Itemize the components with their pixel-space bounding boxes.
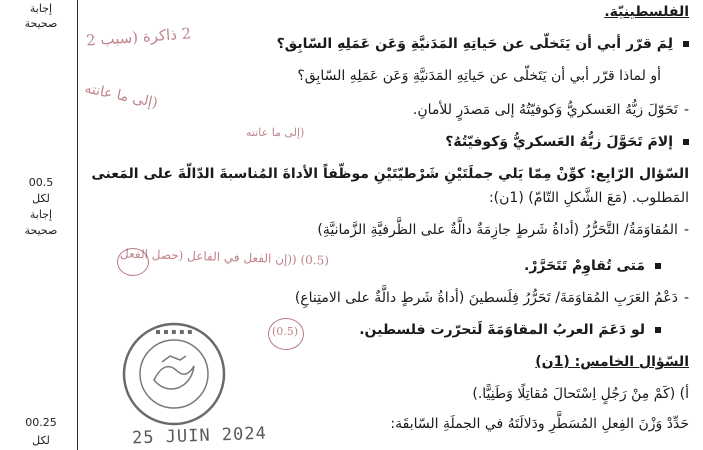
bullet-text: مَتى تُقاوِمْ تَتَحَرَّرْ.: [524, 258, 645, 274]
text-line: حَدِّدْ وَزْنَ الفِعلِ المُسَطَّرِ ودَلالَتَهُ في الجملَةِ السّابقَة:: [390, 416, 689, 432]
dash-text: تَحَوّلَ زيُّهُ العَسكريُّ وَكوفيّتُهُ إلى مَصدَرٍ للأمانِ.: [412, 102, 678, 118]
bullet-text: لِمَ قرّر أبي أن يَتَخلّى عن حَياتِهِ المَدَنيَّةِ وَعَن عَمَلِهِ السّابِق؟: [276, 36, 673, 52]
dash-item: [295, 290, 689, 306]
text-line: المَطلوب. (مَعَ الشَّكلِ التّامّ) (1ن):: [488, 190, 689, 206]
margin-note-correct: صحيحة: [24, 17, 58, 30]
margin-note-score: 00.25: [25, 416, 57, 429]
bullet-text: إلامَ تَحَوَّلَ زيُّهُ العَسكريُّ وَكوفيّتُهُ؟: [445, 134, 673, 150]
handwritten-note: (إلى ما عانته: [246, 126, 305, 139]
text-line: الفلسطينيّة.: [604, 4, 689, 20]
bullet-item: [445, 134, 689, 150]
bullet-icon: [683, 41, 689, 47]
handwritten-note: (0.5) ((إن الفعل في الفاعل (حصل الفعل: [119, 246, 330, 268]
text-line: أو لماذا قرّر أبي أن يَتَخلّى عن حَياتِهِ المَدَنيَّةِ وَعَن عَمَلِهِ السّابِق؟: [297, 68, 661, 84]
svg-text:▪ ▪ ▪ ▪ ▪: ▪ ▪ ▪ ▪ ▪: [155, 327, 193, 336]
bullet-icon: [655, 327, 661, 333]
margin-divider: [77, 0, 78, 450]
question-text: السّؤال الرّابِع: كوِّنْ مِمّا يَلي جملَتَيْنِ شَرْطيّتَيْنِ موظّفاً الأداةَ المُناسبةَ الدّالّةَ على المَعنى: [91, 166, 689, 182]
question-title: السّؤال الخامس: (1ن): [535, 354, 689, 370]
grade-circle: [117, 248, 149, 276]
dash-icon: -: [683, 290, 689, 306]
margin-note-per: لكل: [32, 192, 50, 205]
bullet-icon: [655, 263, 661, 269]
margin-note-per: لكل: [32, 434, 50, 447]
margin-note-answer: إجابة: [29, 208, 53, 221]
dash-item: [317, 222, 689, 238]
handwritten-note: (إلى ما عانته: [83, 80, 160, 112]
date-stamp: 25 JUIN 2024: [131, 423, 268, 449]
margin-note-correct: صحيحة: [24, 224, 58, 237]
dash-item: [413, 102, 689, 118]
handwritten-note: 2 ذاكرة (سبب 2: [85, 24, 192, 50]
dash-icon: -: [683, 222, 689, 238]
bullet-item: [277, 36, 689, 52]
dash-text: المُقاوَمَةُ/ التَّحَرُّرُ (أداةُ شَرطٍ جازِمَةٌ دالَّةٌ على الظَّرفيَّةِ الزَّمانيَّةِ): [317, 222, 678, 238]
text-line: أ) (كَمْ مِنْ رَجُلٍ اِسْتَحالَ مُقاتِلًا وَطَنِيًّا.): [472, 386, 689, 402]
bullet-item: [524, 258, 661, 274]
bullet-text: لو دَعَمَ العربُ المقاوَمَةَ لَتحرّرت فلسطين.: [359, 322, 645, 338]
bullet-icon: [683, 139, 689, 145]
margin-note-answer: إجابة: [29, 2, 53, 15]
official-stamp: [118, 318, 230, 430]
handwritten-note: (0.5): [272, 325, 299, 338]
question-line: [91, 166, 689, 182]
margin-note-score: 00.5: [28, 176, 54, 189]
dash-icon: -: [683, 102, 689, 118]
bullet-item: [359, 322, 661, 338]
dash-text: دَعْمُ العَرَبِ المُقاوَمَةَ/ تَحَرُّرُ فِلَسطينَ (أداةُ شَرطٍ دالَّةٌ على الامتِناعِ): [294, 290, 678, 306]
